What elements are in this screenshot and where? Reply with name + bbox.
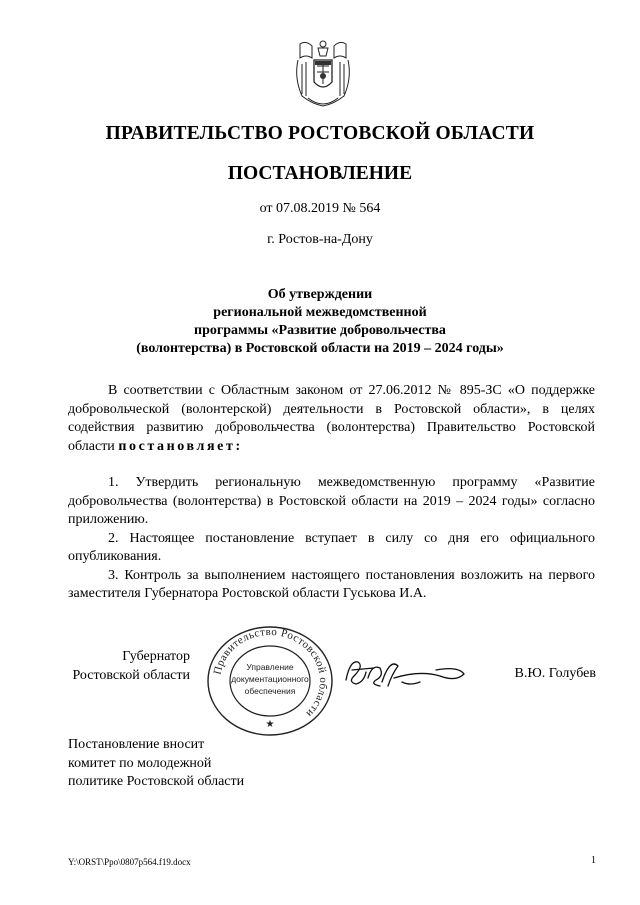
official-seal-stamp (205, 624, 335, 738)
document-title (0, 286, 640, 358)
decree-item: 3. Контроль за выполнением настоящего постановления возложить на первого заместителя Губернатора Ростовской области Гуськова И.А. (68, 567, 595, 601)
seal-ring-text: Правительство Ростовской области (211, 625, 330, 720)
note-line: политике Ростовской области (68, 774, 245, 789)
title-line: региональной межведомственной (213, 305, 427, 320)
decree-item: 2. Настоящее постановление вступает в силу со дня его официального опубликования. (68, 530, 595, 564)
city: г. Ростов-на-Дону (267, 232, 373, 247)
file-path: Y:\ORST\Ppo\0807p564.f19.docx (68, 857, 191, 867)
title-line: Об утверждении (267, 287, 373, 302)
decree-item: 1. Утвердить региональную межведомственную программу «Развитие добровольчества (волонтерства) в Ростовской области на 2019 – 2024 годы» согласно приложению. (68, 475, 595, 527)
title-line: программы «Развитие добровольчества (194, 323, 446, 338)
seal-inner-line: документационного (231, 674, 309, 684)
note-line: комитет по молодежной (68, 755, 212, 771)
position-line: Губернатор (122, 649, 190, 664)
seal-inner-line: обеспечения (244, 686, 296, 696)
signatory-name: В.Ю. Голубев (514, 666, 596, 681)
page-number: 1 (591, 855, 596, 866)
date-number: от 07.08.2019 № 564 (259, 201, 381, 216)
decree-items (68, 474, 595, 604)
position-line: Ростовской области (72, 667, 190, 683)
preamble-paragraph (68, 382, 595, 456)
title-line: (волонтерства) в Ростовской области на 2019 – 2024 годы» (136, 341, 504, 356)
seal-inner-line: Управление (246, 662, 294, 672)
decree-word: постановляет: (118, 438, 243, 454)
document-type: ПОСТАНОВЛЕНИЕ (227, 163, 413, 184)
coat-of-arms-icon (292, 38, 354, 110)
organization-name: ПРАВИТЕЛЬСТВО РОСТОВСКОЙ ОБЛАСТИ (105, 123, 535, 144)
note-line: Постановление вносит (68, 737, 205, 752)
seal-star-icon: ★ (265, 719, 275, 730)
signatory-position (68, 648, 190, 685)
handwritten-signature (340, 652, 468, 696)
preamble-text: В соответствии с Областным законом от 27.06.2012 № 895-ЗС «О поддержке добровольческой (волонтерской) деятельности в Ростовской области», в целях содействия развитию добровольчества (волонтерства) Правительство Ростовской области (68, 383, 595, 454)
submitted-by-note (68, 736, 244, 792)
